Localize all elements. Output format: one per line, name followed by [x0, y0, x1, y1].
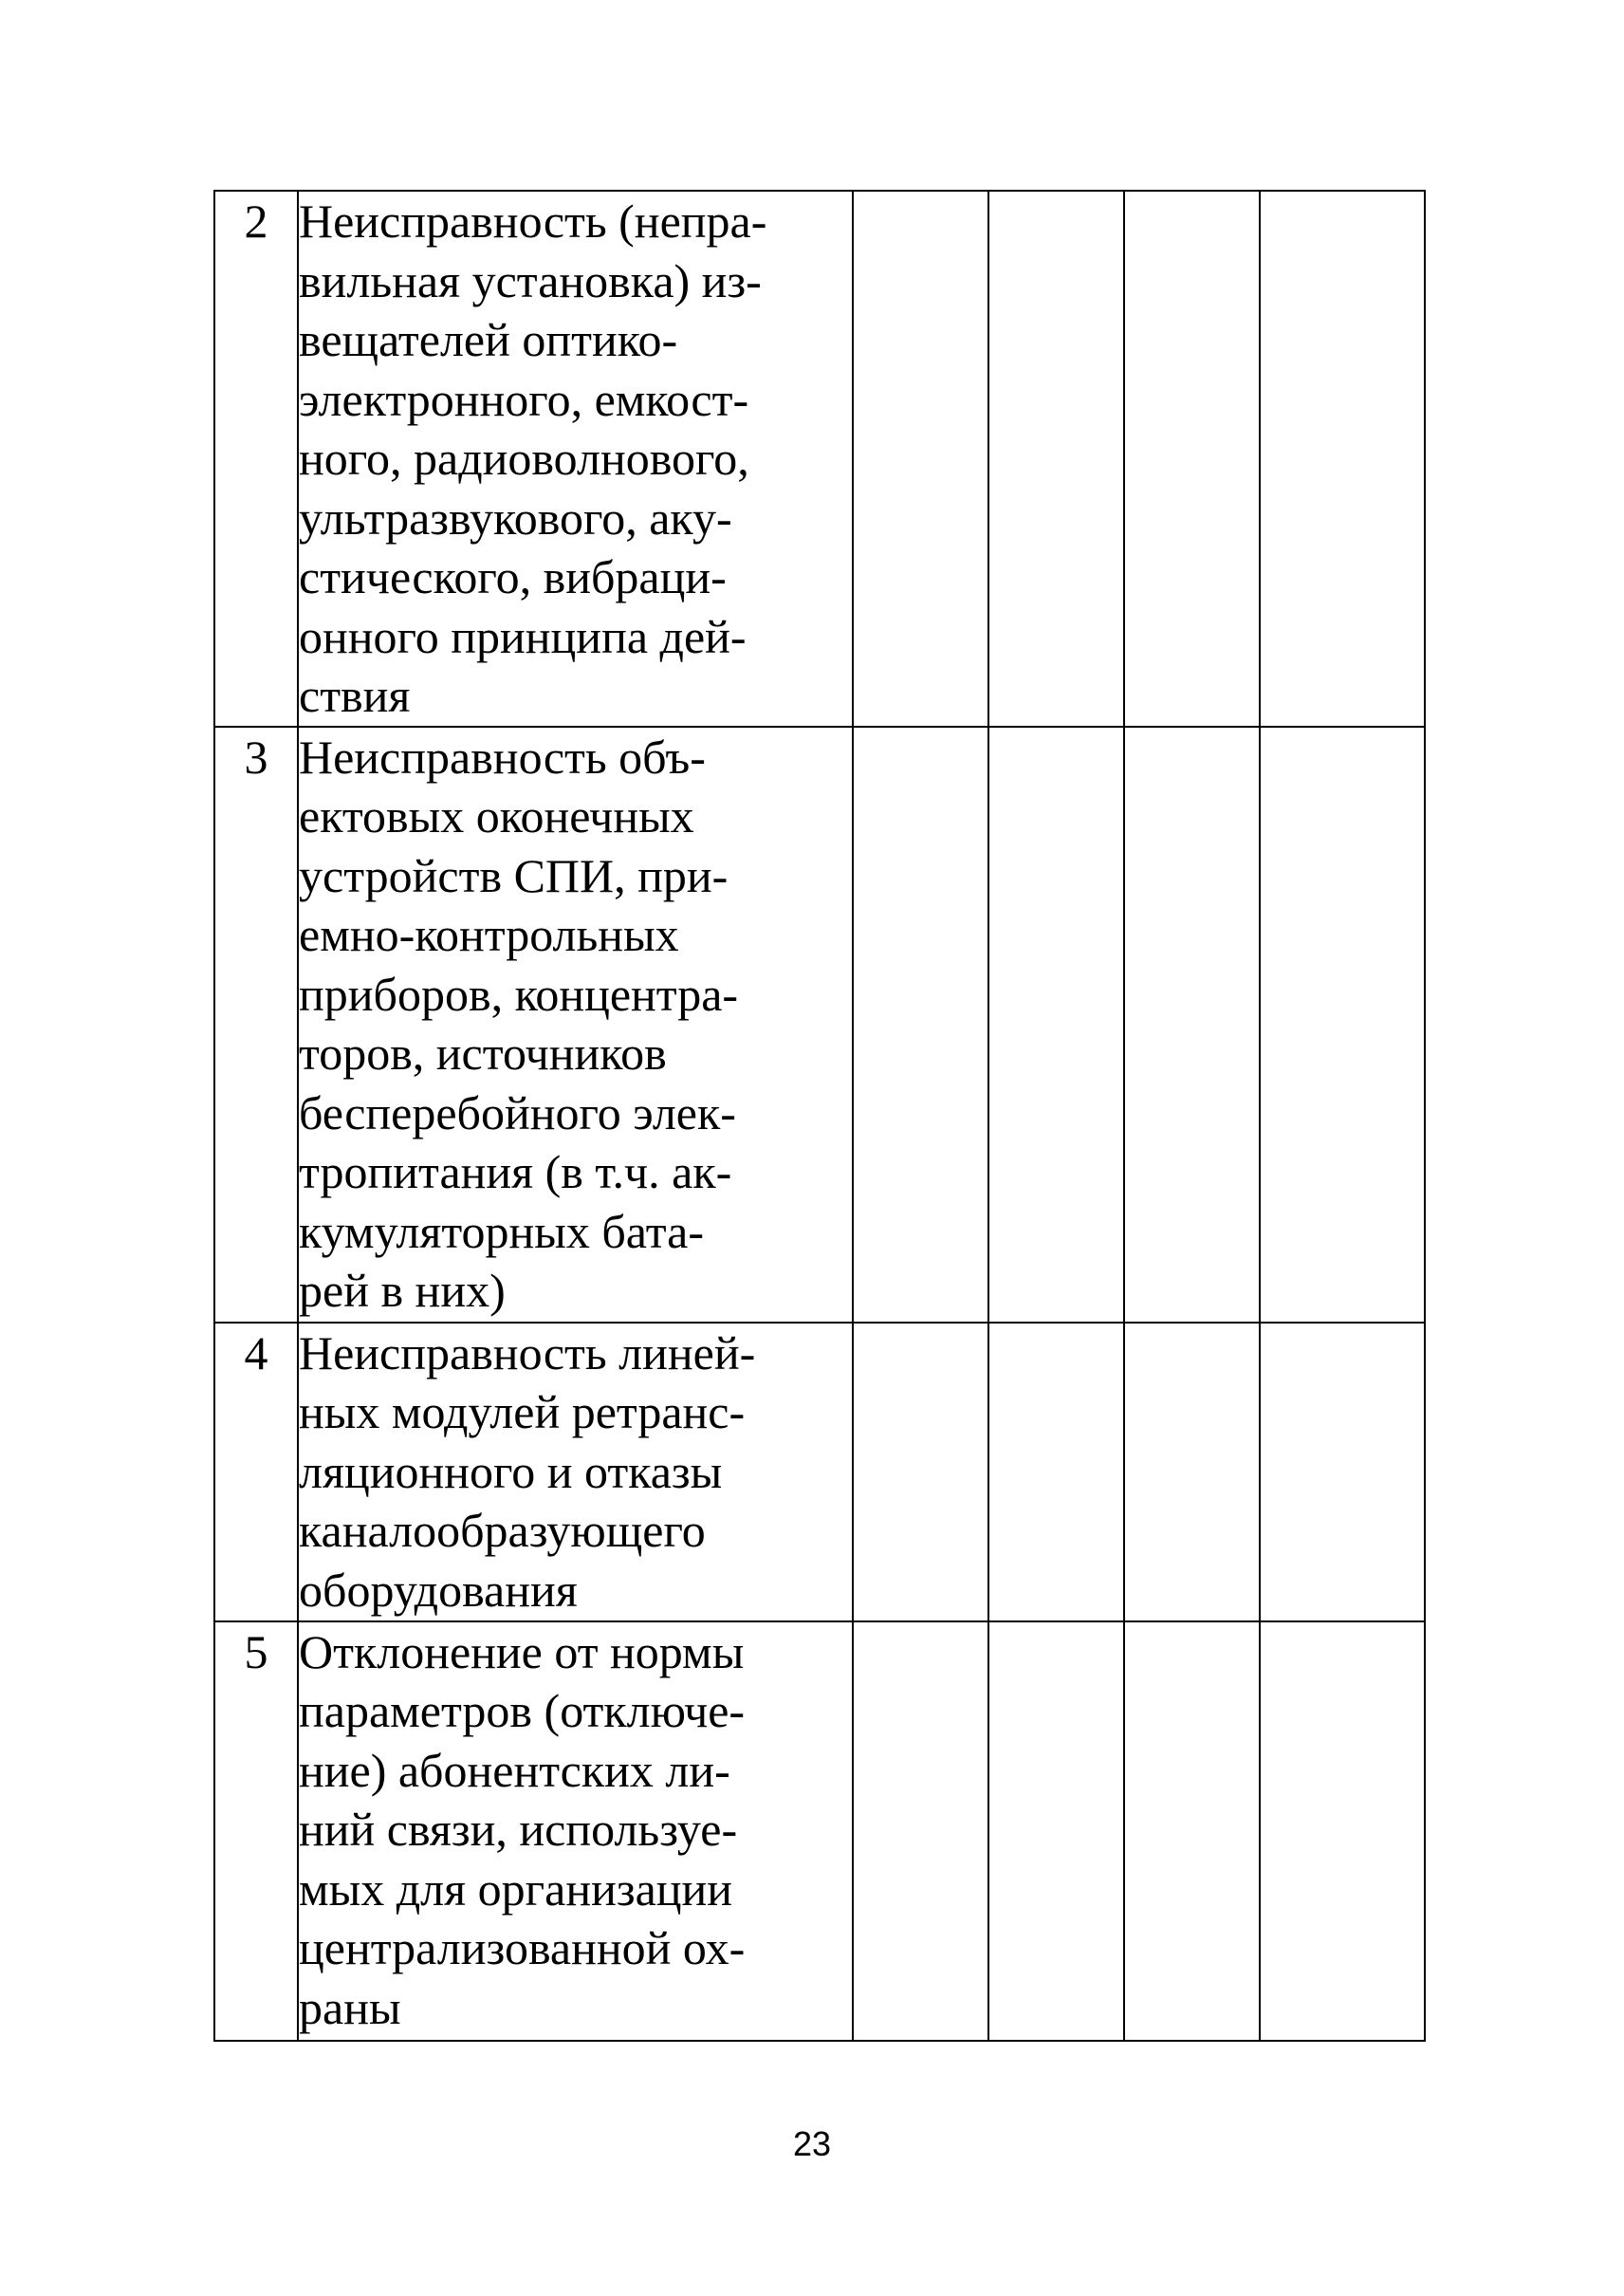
empty-cell: [1124, 1323, 1260, 1621]
malfunctions-table: [213, 190, 1426, 2042]
description-line: онного принципа дей-: [299, 609, 747, 663]
page-number: 23: [792, 2124, 832, 2163]
empty-cell: [853, 1621, 988, 2041]
empty-cell: [853, 1323, 988, 1621]
row-description: [298, 191, 853, 727]
description-line: Неисправность объ-: [299, 730, 706, 784]
description-line: бесперебойного элек-: [299, 1085, 736, 1139]
table-row: [214, 1621, 1425, 2041]
description-line: ных модулей ретранс-: [299, 1385, 746, 1438]
description-line: параметров (отключе-: [299, 1684, 746, 1737]
empty-cell: [1260, 727, 1425, 1323]
description-line: ствия: [299, 669, 411, 722]
description-line: кумуляторных бата-: [299, 1204, 705, 1258]
empty-cell: [853, 191, 988, 727]
row-number: 3: [214, 727, 298, 1323]
row-number: 2: [214, 191, 298, 727]
description-line: раны: [299, 1980, 401, 2034]
description-line: ний связи, используе-: [299, 1803, 738, 1856]
description-line: ультразвукового, аку-: [299, 491, 732, 545]
empty-cell: [1260, 191, 1425, 727]
table-row: [214, 1323, 1425, 1621]
description-line: ного, радиоволнового,: [299, 432, 749, 485]
description-line: приборов, концентра-: [299, 967, 739, 1021]
description-line: ектовых оконечных: [299, 789, 694, 842]
empty-cell: [853, 727, 988, 1323]
description-line: устройств СПИ, при-: [299, 848, 729, 902]
description-line: торов, источников: [299, 1027, 667, 1080]
empty-cell: [988, 191, 1124, 727]
row-description: [298, 1621, 853, 2041]
description-line: ляционного и отказы: [299, 1444, 723, 1498]
table-row: [214, 191, 1425, 727]
description-line: оборудования: [299, 1563, 578, 1617]
empty-cell: [988, 1323, 1124, 1621]
description-line: тропитания (в т.ч. ак-: [299, 1145, 732, 1198]
description-line: емно-контрольных: [299, 908, 679, 961]
row-number: 5: [214, 1621, 298, 2041]
description-line: Отклонение от нормы: [299, 1624, 745, 1678]
description-line: каналообразующего: [299, 1504, 706, 1557]
description-line: мых для организации: [299, 1861, 733, 1916]
description-line: вильная установка) из-: [299, 253, 762, 307]
description-line: вещателей оптико-: [299, 313, 678, 366]
row-description: [298, 727, 853, 1323]
empty-cell: [988, 1621, 1124, 2041]
empty-cell: [988, 727, 1124, 1323]
description-line: стического, вибраци-: [299, 550, 727, 603]
empty-cell: [1124, 1621, 1260, 2041]
row-description: [298, 1323, 853, 1621]
description-line: ние) абонентских ли-: [299, 1743, 730, 1797]
description-line: Неисправность линей-: [299, 1325, 756, 1379]
description-line: централизованной ох-: [299, 1921, 746, 1974]
description-line: электронного, емкост-: [299, 372, 749, 426]
table-row: [214, 727, 1425, 1323]
description-line: рей в них): [299, 1264, 506, 1317]
empty-cell: [1260, 1621, 1425, 2041]
empty-cell: [1124, 727, 1260, 1323]
empty-cell: [1124, 191, 1260, 727]
empty-cell: [1260, 1323, 1425, 1621]
description-line: Неисправность (непра-: [299, 194, 767, 248]
row-number: 4: [214, 1323, 298, 1621]
